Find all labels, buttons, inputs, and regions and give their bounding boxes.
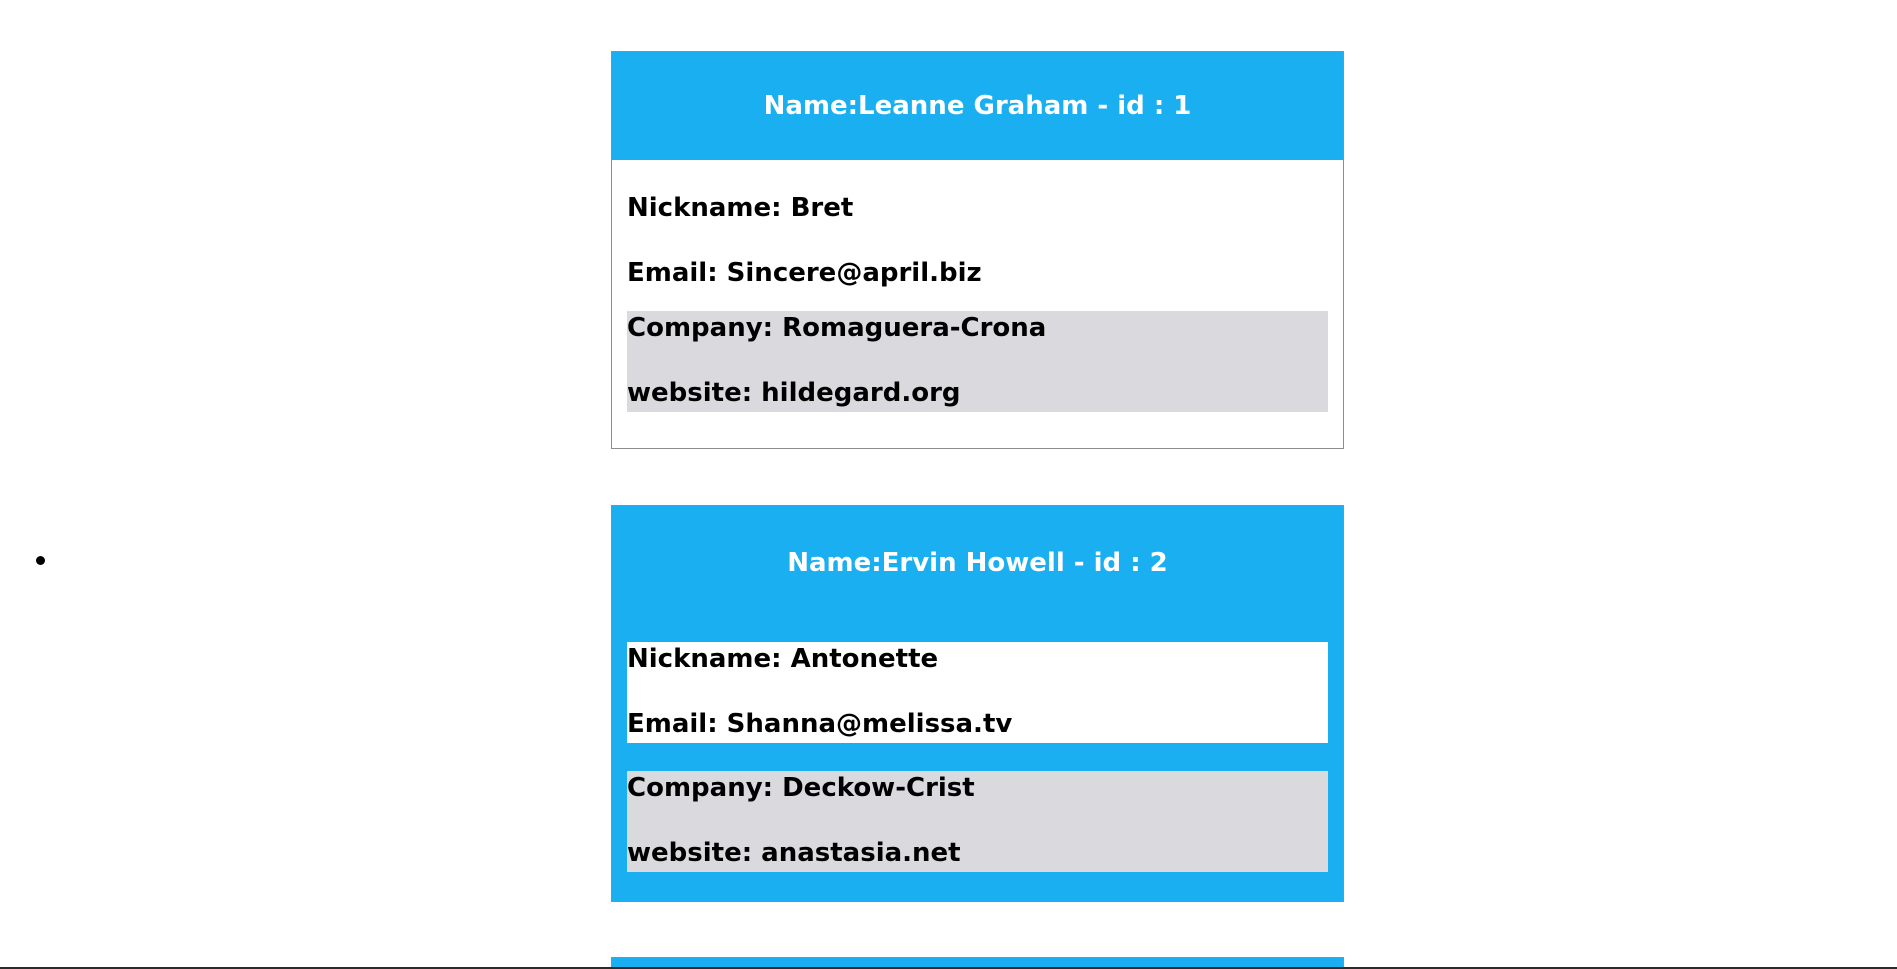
user-nickname: Nickname: Antonette xyxy=(627,644,939,674)
user-name-heading: Name:Leanne Graham - id : 1 xyxy=(763,91,1192,121)
user-card-header xyxy=(612,506,1343,620)
company-info xyxy=(627,311,1328,412)
user-company: Company: Deckow-Crist xyxy=(627,773,975,803)
list-bullet xyxy=(36,556,45,565)
user-email: Email: Shanna@melissa.tv xyxy=(627,709,1013,739)
contact-info xyxy=(627,642,1328,743)
user-card xyxy=(611,505,1344,902)
user-card xyxy=(611,51,1344,449)
contact-info xyxy=(627,175,1328,305)
company-info xyxy=(627,771,1328,872)
user-name-heading: Name:Ervin Howell - id : 2 xyxy=(787,548,1168,578)
user-email: Email: Sincere@april.biz xyxy=(627,258,982,288)
user-card-header xyxy=(612,52,1343,160)
user-nickname: Nickname: Bret xyxy=(627,193,854,223)
user-website: website: anastasia.net xyxy=(627,838,961,868)
user-company: Company: Romaguera-Crona xyxy=(627,313,1047,343)
user-website: website: hildegard.org xyxy=(627,378,961,408)
user-card-partial xyxy=(611,957,1344,967)
